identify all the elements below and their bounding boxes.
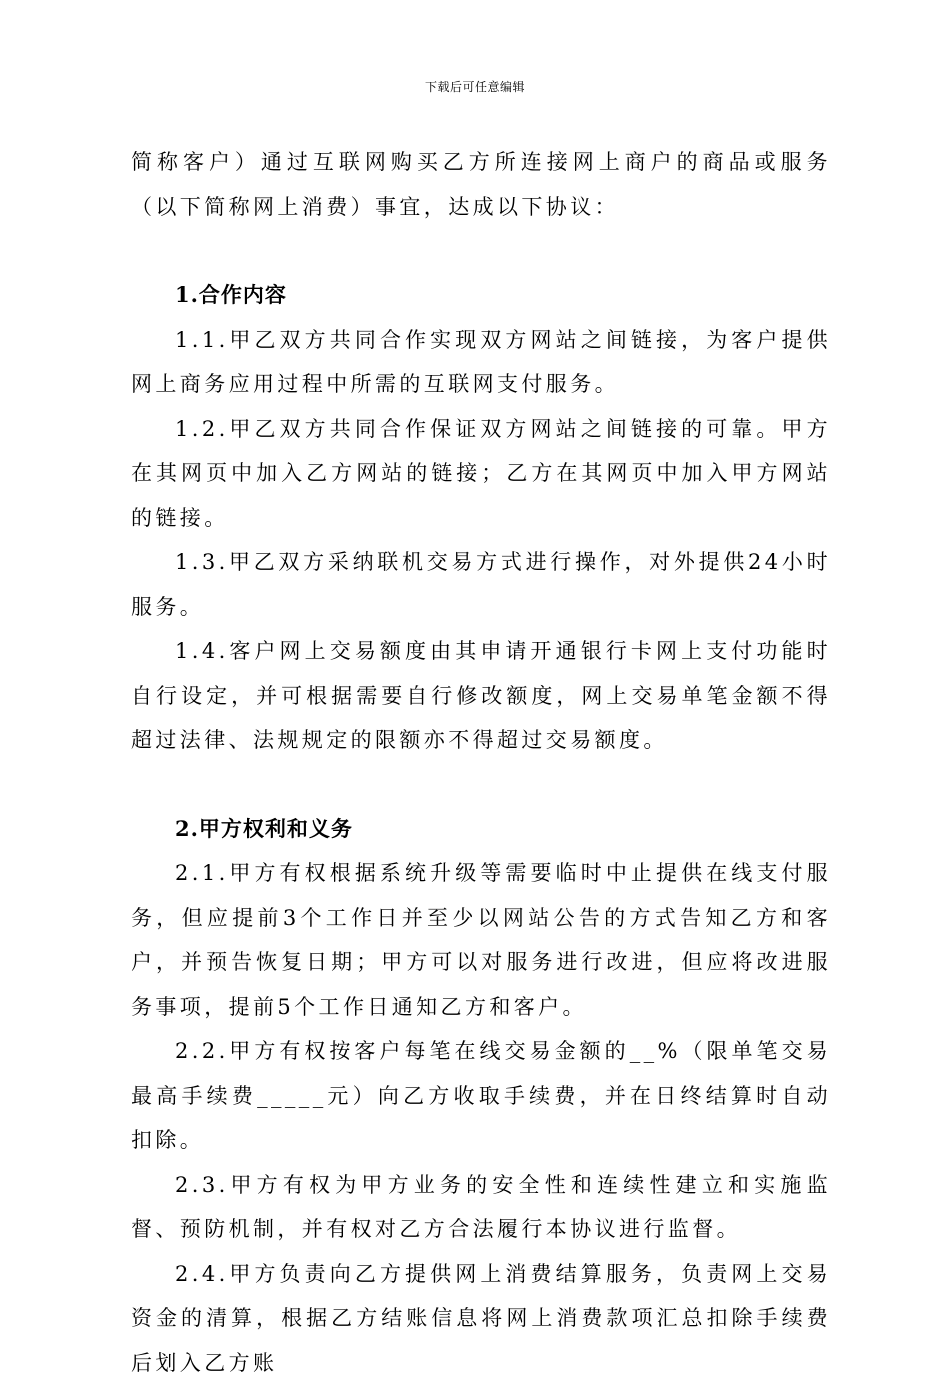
- intro-paragraph: 简称客户）通过互联网购买乙方所连接网上商户的商品或服务（以下简称网上消费）事宜，达成以下协议：: [131, 140, 831, 229]
- section-2-heading: 2.甲方权利和义务: [131, 807, 831, 852]
- clause-2-4: 2.4.甲方负责向乙方提供网上消费结算服务，负责网上交易资金的清算，根据乙方结账信息将网上消费款项汇总扣除手续费后划入乙方账: [131, 1252, 831, 1385]
- clause-2-3: 2.3.甲方有权为甲方业务的安全性和连续性建立和实施监督、预防机制，并有权对乙方合法履行本协议进行监督。: [131, 1163, 831, 1252]
- page-header: 下载后可任意编辑: [0, 79, 950, 95]
- clause-1-2: 1.2.甲乙双方共同合作保证双方网站之间链接的可靠。甲方在其网页中加入乙方网站的链接；乙方在其网页中加入甲方网站的链接。: [131, 407, 831, 541]
- document-body: [131, 140, 831, 1385]
- clause-1-3: 1.3.甲乙双方采纳联机交易方式进行操作，对外提供24小时服务。: [131, 540, 831, 629]
- clause-1-4: 1.4.客户网上交易额度由其申请开通银行卡网上支付功能时自行设定，并可根据需要自行修改额度，网上交易单笔金额不得超过法律、法规规定的限额亦不得超过交易额度。: [131, 629, 831, 763]
- clause-1-1: 1.1.甲乙双方共同合作实现双方网站之间链接，为客户提供网上商务应用过程中所需的互联网支付服务。: [131, 318, 831, 407]
- section-1-heading: 1.合作内容: [131, 273, 831, 318]
- clause-2-1: 2.1.甲方有权根据系统升级等需要临时中止提供在线支付服务，但应提前3个工作日并至少以网站公告的方式告知乙方和客户，并预告恢复日期；甲方可以对服务进行改进，但应将改进服务事项，提前5个工作日通知乙方和客户。: [131, 851, 831, 1029]
- clause-2-2: 2.2.甲方有权按客户每笔在线交易金额的__%（限单笔交易最高手续费_____元）向乙方收取手续费，并在日终结算时自动扣除。: [131, 1029, 831, 1163]
